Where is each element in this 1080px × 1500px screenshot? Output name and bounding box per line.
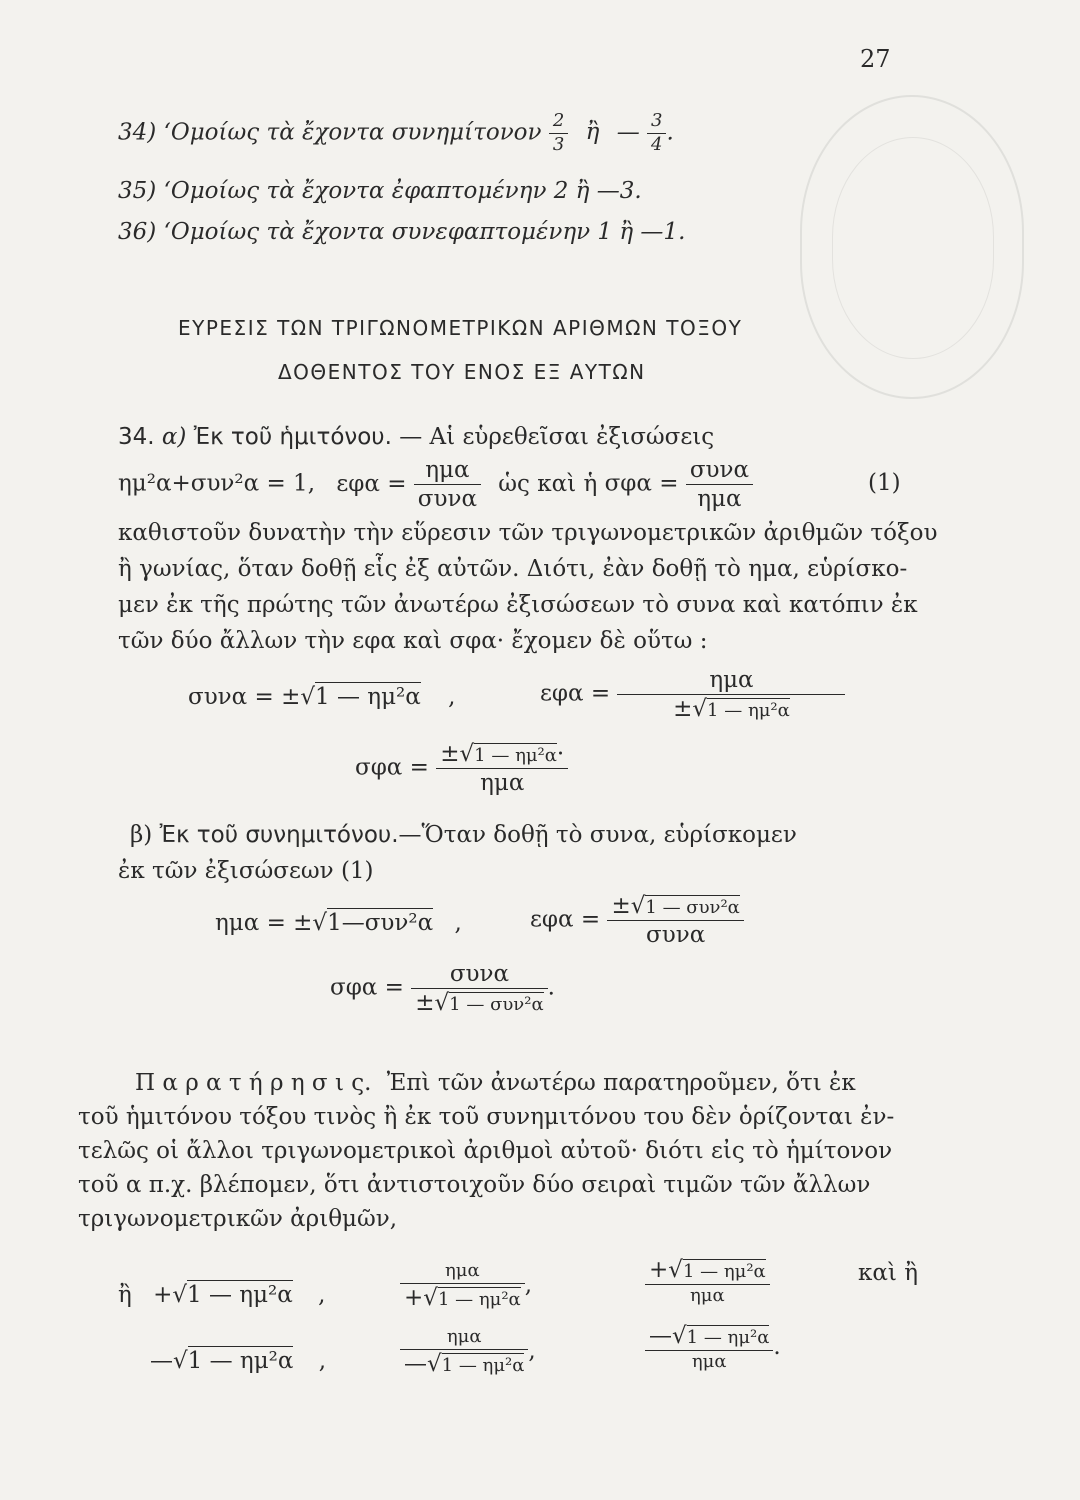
cot-fraction-2: $\frac{\text{συνα}}{\text{±√1 — συν²α}}$	[411, 962, 547, 1015]
remark-line3: τελῶς οἱ ἄλλοι τριγωνομετρικοὶ ἀριθμοὶ αὐτοῦ· διότι εἰς τὸ ἡμίτονον	[78, 1138, 893, 1164]
minus-sign: —	[616, 119, 640, 146]
subsection-title: Ἐκ τοῦ ἡμιτόνου.	[193, 424, 392, 450]
final-row2-col3: $\frac{\text{—√1 — ημ²α}}{\text{ημα}}$ .	[645, 1324, 781, 1372]
final-row1-col1: ἢ +√1 — ημ²α ,	[118, 1282, 326, 1308]
para-1-line2: ἢ γωνίας, ὅταν δοθῇ εἷς ἐξ αὐτῶν. Διότι, ἐὰν δοθῇ τὸ ημα, εὑρίσκο-	[118, 556, 908, 582]
library-stamp	[800, 95, 1024, 399]
cot-fraction: $\frac{\text{±√1 — ημ²α·}}{\text{ημα}}$	[436, 742, 568, 795]
final-row2-col2: $\frac{\text{ημα}}{\text{—√1 — ημ²α}}$ ,	[400, 1328, 536, 1376]
section-beta-line2: ἐκ τῶν ἐξισώσεων (1)	[118, 858, 374, 884]
or-word: ἢ	[585, 119, 600, 146]
final-row1-col2: $\frac{\text{ημα}}{\text{+√1 — ημ²α}}$ ,	[400, 1262, 532, 1310]
remark-line5: τριγωνομετρικῶν ἀριθμῶν,	[78, 1206, 398, 1232]
exercise-34-text: 34) ‘Ομοίως τὰ ἔχοντα συνημίτονον	[118, 119, 542, 146]
para-1-line1: καθιστοῦν δυνατὴν τὴν εὕρεσιν τῶν τριγωνομετρικῶν ἀριθμῶν τόξου	[118, 520, 938, 546]
formula-cot-from-cos: σφα = $\frac{\text{συνα}}{\text{±√1 — συν²α}}$ .	[330, 961, 555, 1017]
remark-line1: Π α ρ α τ ή ρ η σ ι ς. Ἐπὶ τῶν ἀνωτέρω παρατηροῦμεν, ὅτι ἐκ	[135, 1070, 856, 1096]
remark-line2: τοῦ ἡμιτόνου τόξου τινὸς ἢ ἐκ τοῦ συνημιτόνου του δὲν ὁρίζονται ἐν-	[78, 1104, 895, 1130]
exercise-36: 36) ‘Ομοίως τὰ ἔχοντα συνεφαπτομένην 1 ἢ —1.	[118, 219, 686, 245]
page-number: 27	[860, 45, 891, 73]
final-kai-i: καὶ ἢ	[858, 1260, 919, 1286]
identity-equation: ημ²α+συν²α = 1,	[118, 470, 316, 497]
section-heading-line1: ΕΥΡΕΣΙΣ ΤΩΝ ΤΡΙΓΩΝΟΜΕΤΡΙΚΩΝ ΑΡΙΘΜΩΝ ΤΟΞΟΥ	[178, 316, 743, 340]
efa-fraction: $\frac{\text{ημα}}{\text{συνα}}$	[414, 458, 481, 511]
subsection-title-beta: Ἐκ τοῦ συνημιτόνου.	[159, 822, 399, 848]
sfa-fraction: $\frac{\text{συνα}}{\text{ημα}}$	[686, 458, 753, 511]
fraction-2-3: $\frac{2}{3}$	[549, 112, 568, 155]
section-number: 34.	[118, 424, 155, 450]
final-row1-col3: $\frac{\text{+√1 — ημ²α}}{\text{ημα}}$	[645, 1258, 770, 1306]
remark-line4: τοῦ α π.χ. βλέπομεν, ὅτι ἀντιστοιχοῦν δύο σειραὶ τιμῶν τῶν ἄλλων	[78, 1172, 871, 1198]
section-beta-intro: β) Ἐκ τοῦ συνημιτόνου.—Ὅταν δοθῇ τὸ συνα, εὑρίσκομεν	[130, 822, 797, 848]
formula-tan-from-cos: εφα = $\frac{\text{±√1 — συν²α}}{\text{συνα}}$	[530, 894, 744, 947]
tan-fraction: $\frac{\text{ημα}}{\text{±√1 — ημ²α}}$	[617, 668, 845, 721]
para-1-line3: μεν ἐκ τῆς πρώτης τῶν ἀνωτέρω ἐξισώσεων τὸ συνα καὶ κατόπιν ἐκ	[118, 592, 918, 618]
para-1-line4: τῶν δύο ἄλλων τὴν εφα καὶ σφα· ἔχομεν δὲ οὕτω :	[118, 628, 708, 654]
radicand: 1 — ημ²α	[315, 684, 421, 710]
exercise-35: 35) ‘Ομοίως τὰ ἔχοντα ἐφαπτομένην 2 ἢ —3.	[118, 178, 642, 204]
exercise-34: 34) ‘Ομοίως τὰ ἔχοντα συνημίτονον $\frac{2}{3}$ ἢ — $\frac{3}{4}$ .	[118, 110, 674, 155]
tan-fraction-2: $\frac{\text{±√1 — συν²α}}{\text{συνα}}$	[607, 894, 743, 947]
formula-cot-from-sin: σφα = $\frac{\text{±√1 — ημ²α·}}{\text{ημα}}$	[355, 742, 568, 795]
formula-cos-from-sin: συνα = ±√1 — ημ²α ,	[188, 684, 456, 710]
equations-1: ημ²α+συν²α = 1, εφα = $\frac{\text{ημα}}{\text{συνα}}$ ὡς καὶ ἡ σφα = $\frac{\text{συνα}}{\text{ημα}}$	[118, 458, 753, 511]
section-heading-line2: ΔΟΘΕΝΤΟΣ ΤΟΥ ΕΝΟΣ ΕΞ ΑΥΤΩΝ	[278, 360, 646, 384]
fraction-3-4: $\frac{3}{4}$	[647, 112, 666, 155]
equation-label-1: (1)	[868, 470, 901, 496]
section-34-intro: 34. α) Ἐκ τοῦ ἡμιτόνου. — Αἱ εὑρεθεῖσαι ἐξισώσεις	[118, 424, 715, 450]
final-row2-col1: —√1 — ημ²α ,	[150, 1348, 327, 1374]
formula-sin-from-cos: ημα = ±√1—συν²α ,	[215, 910, 462, 936]
formula-tan-from-sin: εφα = $\frac{\text{ημα}}{\text{±√1 — ημ²α}}$	[540, 668, 845, 721]
remark-label: Π α ρ α τ ή ρ η σ ι ς.	[135, 1070, 372, 1096]
